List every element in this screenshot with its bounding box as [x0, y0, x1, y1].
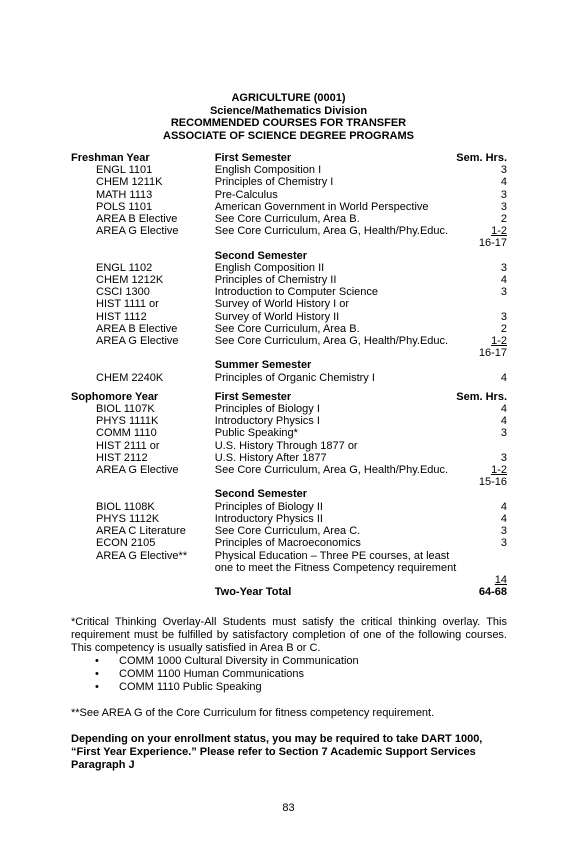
- table-row: [71, 562, 507, 574]
- list-item: [71, 655, 507, 668]
- hours-header: Sem. Hrs.: [456, 152, 507, 164]
- year-label: Freshman Year: [71, 152, 150, 164]
- table-row: [71, 164, 507, 176]
- table-row: [71, 286, 507, 298]
- section-header-row: [71, 391, 507, 403]
- two-year-total-row: [71, 586, 507, 598]
- area-g-note: **See AREA G of the Core Curriculum for fitness competency requirement.: [71, 707, 435, 719]
- course-hours: 4: [500, 500, 507, 513]
- course-code: [71, 562, 215, 574]
- course-code: PHYS 1111K: [96, 415, 159, 428]
- course-table: [71, 152, 507, 598]
- course-hours: 4: [500, 415, 507, 428]
- course-hours: 3: [500, 427, 507, 440]
- course-hours: 3: [500, 286, 507, 299]
- semester-total-row: [71, 574, 507, 586]
- critical-thinking-note: *Critical Thinking Overlay-All Students must satisfy the critical thinking overlay. This requirement must be fulfilled by satisfactory completion of one of the following courses. This competency is usually satisfied in Area B or C.: [71, 616, 507, 654]
- course-title: See Core Curriculum, Area G, Health/Phy.Educ.: [214, 335, 449, 348]
- course-code: ENGL 1101: [96, 164, 153, 177]
- course-code: AREA B Elective: [96, 322, 178, 335]
- table-row: [71, 298, 507, 310]
- semester-total-row: [71, 476, 507, 488]
- course-title: See Core Curriculum, Area G, Health/Phy.Educ.: [214, 225, 449, 238]
- course-title: U.S. History Through 1877 or: [214, 439, 358, 452]
- course-title: See Core Curriculum, Area C.: [214, 525, 361, 538]
- course-hours: 1-2: [491, 464, 507, 477]
- semester-header-row: [71, 250, 507, 262]
- course-code: CHEM 1211K: [96, 176, 163, 189]
- course-code: COMM 1110: [96, 427, 157, 440]
- course-hours: 3: [500, 310, 507, 323]
- course-code: AREA G Elective: [96, 225, 179, 238]
- table-row: [71, 311, 507, 323]
- table-row: [71, 189, 507, 201]
- table-row: [71, 201, 507, 213]
- table-row: [71, 501, 507, 513]
- course-code: ECON 2105: [96, 537, 156, 550]
- course-hours: [456, 562, 507, 574]
- degree-title: ASSOCIATE OF SCIENCE DEGREE PROGRAMS: [163, 129, 414, 142]
- course-hours: 2: [500, 322, 507, 335]
- two-year-total: 64-68: [478, 586, 507, 599]
- course-bullet-list: [71, 655, 507, 694]
- course-code: PHYS 1112K: [96, 512, 160, 525]
- course-code: CHEM 2240K: [96, 371, 164, 384]
- course-title: Physical Education – Three PE courses, at least: [214, 549, 450, 562]
- table-row: [71, 176, 507, 188]
- semester-title: Summer Semester: [214, 359, 312, 372]
- table-row: [71, 452, 507, 464]
- table-row: [71, 440, 507, 452]
- hours-header: Sem. Hrs.: [456, 390, 507, 403]
- semester-header-row: [71, 488, 507, 500]
- course-title: one to meet the Fitness Competency requirement: [214, 561, 457, 574]
- course-code: BIOL 1107K: [96, 403, 155, 416]
- course-hours: 4: [500, 403, 507, 416]
- course-code: HIST 1112: [96, 310, 147, 323]
- semester-total: 15-16: [478, 476, 507, 489]
- course-hours: [456, 550, 507, 562]
- semester-total: 16-17: [478, 347, 507, 360]
- recommended-title: RECOMMENDED COURSES FOR TRANSFER: [170, 117, 407, 129]
- table-row: [71, 262, 507, 274]
- course-hours: 4: [500, 371, 507, 384]
- table-row: [71, 537, 507, 549]
- table-row: [71, 372, 507, 384]
- course-hours: [456, 298, 507, 310]
- course-title: Introductory Physics II: [214, 512, 323, 525]
- course-code: HIST 1111 or: [96, 298, 159, 311]
- course-hours: 2: [500, 213, 507, 226]
- course-hours: 3: [500, 537, 507, 550]
- course-title: Principles of Chemistry II: [214, 274, 337, 287]
- course-title: See Core Curriculum, Area B.: [214, 213, 360, 226]
- page-number: 83: [282, 802, 295, 814]
- dart-note: Depending on your enrollment status, you may be required to take DART 1000, “First Year Experience.” Please refer to Section 7 Academic Support Services Paragraph J: [71, 733, 483, 771]
- course-code: AREA C Literature: [96, 525, 186, 538]
- bullet-icon: •: [95, 655, 99, 667]
- semester-total: 14: [494, 573, 507, 586]
- course-hours: 3: [500, 164, 507, 177]
- course-hours: [456, 440, 507, 452]
- course-title: Principles of Biology II: [214, 500, 323, 513]
- course-code: AREA G Elective: [96, 464, 179, 477]
- year-label: Sophomore Year: [71, 390, 159, 403]
- table-row: [71, 427, 507, 439]
- program-title: AGRICULTURE (0001): [231, 92, 346, 104]
- semester-total-row: [71, 237, 507, 249]
- course-title: English Composition II: [214, 261, 325, 274]
- course-title: Pre-Calculus: [214, 188, 278, 201]
- course-title: Introductory Physics I: [214, 415, 320, 428]
- table-row: [71, 403, 507, 415]
- course-hours: 3: [500, 188, 507, 201]
- semester-title: First Semester: [214, 390, 292, 403]
- course-code: ENGL 1102: [96, 261, 153, 274]
- two-year-total-label: Two-Year Total: [214, 586, 292, 599]
- semester-total: 16-17: [478, 237, 507, 250]
- list-item: [71, 681, 507, 694]
- division-name: Science/Mathematics Division: [209, 104, 368, 117]
- course-title: English Composition I: [214, 164, 322, 177]
- course-hours: 4: [500, 176, 507, 189]
- course-title: See Core Curriculum, Area B.: [214, 322, 360, 335]
- course-title: American Government in World Perspective: [214, 200, 429, 213]
- bullet-icon: •: [95, 681, 99, 693]
- semester-title: First Semester: [214, 152, 292, 164]
- bullet-text: COMM 1110 Public Speaking: [119, 681, 262, 693]
- course-code: AREA G Elective**: [96, 549, 188, 562]
- course-hours: 3: [500, 451, 507, 464]
- table-row: [71, 550, 507, 562]
- course-hours: 1-2: [491, 335, 507, 348]
- spacer: [71, 720, 507, 733]
- section-header-row: [71, 152, 507, 164]
- course-code: AREA B Elective: [96, 213, 178, 226]
- course-code: HIST 2111 or: [96, 439, 160, 452]
- bullet-text: COMM 1100 Human Communications: [119, 668, 305, 680]
- semester-total-row: [71, 347, 507, 359]
- course-hours: 3: [500, 525, 507, 538]
- semester-header-row: [71, 359, 507, 371]
- course-title: Survey of World History I or: [214, 298, 350, 311]
- course-code: CSCI 1300: [96, 286, 150, 299]
- course-code: AREA G Elective: [96, 335, 179, 348]
- table-row: [71, 213, 507, 225]
- course-hours: 3: [500, 200, 507, 213]
- document-header: [0, 92, 577, 142]
- table-row: [71, 323, 507, 335]
- course-code: BIOL 1108K: [96, 500, 155, 513]
- bullet-text: COMM 1000 Cultural Diversity in Communication: [119, 655, 359, 667]
- course-code: MATH 1113: [96, 188, 153, 201]
- course-code: POLS 1101: [96, 200, 153, 213]
- course-hours: 3: [500, 261, 507, 274]
- course-title: Introduction to Computer Science: [214, 286, 378, 299]
- course-hours: 4: [500, 274, 507, 287]
- table-row: [71, 513, 507, 525]
- course-title: Survey of World History II: [214, 310, 340, 323]
- table-row: [71, 464, 507, 476]
- table-row: [71, 525, 507, 537]
- course-hours: 4: [500, 512, 507, 525]
- table-row: [71, 335, 507, 347]
- course-title: Principles of Organic Chemistry I: [214, 371, 375, 384]
- course-code: CHEM 1212K: [96, 274, 164, 287]
- course-title: Principles of Macroeconomics: [214, 537, 361, 550]
- course-title: U.S. History After 1877: [214, 451, 327, 464]
- list-item: [71, 668, 507, 681]
- course-title: See Core Curriculum, Area G, Health/Phy.Educ.: [214, 464, 449, 477]
- spacer: [71, 694, 507, 707]
- semester-title: Second Semester: [214, 488, 308, 501]
- course-code: HIST 2112: [96, 451, 148, 464]
- bullet-icon: •: [95, 668, 99, 680]
- course-title: Principles of Biology I: [214, 403, 320, 416]
- course-hours: 1-2: [491, 225, 507, 238]
- semester-title: Second Semester: [214, 249, 308, 262]
- course-title: Public Speaking*: [214, 427, 298, 440]
- table-row: [71, 274, 507, 286]
- table-row: [71, 225, 507, 237]
- notes-section: [71, 616, 507, 772]
- spacer-row: [71, 384, 507, 391]
- table-row: [71, 415, 507, 427]
- course-title: Principles of Chemistry I: [214, 176, 334, 189]
